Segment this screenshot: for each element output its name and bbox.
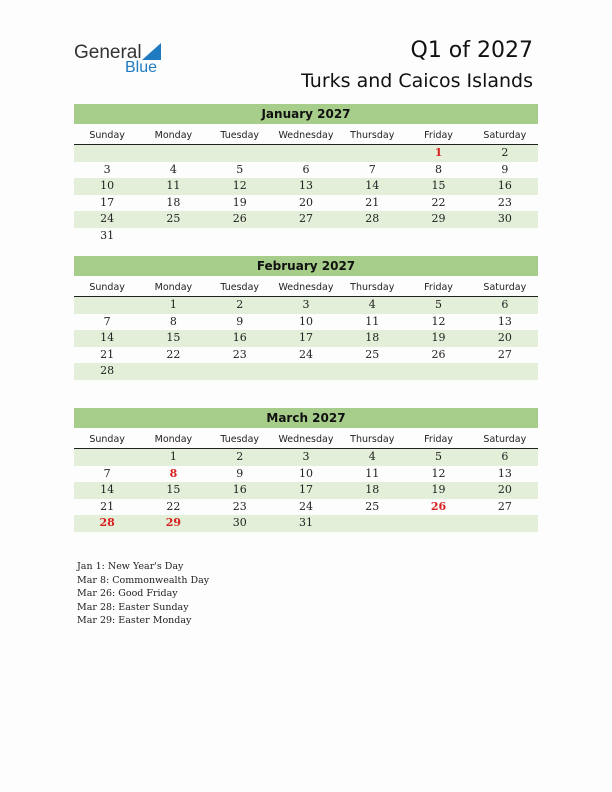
date-cell [405, 515, 471, 532]
date-cell: 25 [166, 212, 181, 226]
week-row [74, 449, 538, 466]
date-cell: 31 [100, 228, 115, 242]
date-cell: 16 [232, 331, 247, 345]
date-cell: 27 [497, 347, 512, 361]
date-cell: 29 [431, 212, 446, 226]
date-cell: 18 [166, 195, 181, 209]
date-cell [207, 228, 273, 245]
holiday-item: Mar 29: Easter Monday [77, 615, 192, 627]
date-cell: 30 [497, 212, 512, 226]
date-cell: 2 [236, 298, 244, 311]
date-cell [140, 145, 206, 162]
date-cell: 13 [497, 314, 512, 328]
date-cell: 6 [501, 298, 509, 311]
country-subtitle: Turks and Caicos Islands [301, 70, 533, 92]
date-cell: 21 [100, 347, 115, 361]
date-cell: 4 [368, 450, 376, 463]
weekday-label: Thursday [350, 130, 395, 141]
week-row [74, 145, 538, 162]
holiday-item: Mar 28: Easter Sunday [77, 601, 189, 613]
month-title: January 2027 [74, 104, 538, 124]
date-cell [74, 449, 140, 466]
weekday-label: Friday [424, 282, 453, 293]
week-row [74, 162, 538, 179]
date-cell: 13 [497, 466, 512, 480]
weekday-label: Wednesday [278, 434, 334, 445]
date-cell: 9 [501, 162, 509, 176]
weekday-label: Thursday [350, 434, 395, 445]
month-calendar [74, 408, 538, 532]
holiday-date: 1 [434, 146, 443, 159]
holiday-item: Mar 8: Commonwealth Day [77, 574, 210, 586]
date-cell [339, 228, 405, 245]
date-cell: 5 [435, 450, 443, 463]
date-cell: 13 [298, 179, 313, 193]
date-cell: 3 [302, 450, 310, 463]
holiday-date: 28 [99, 516, 115, 530]
date-cell: 6 [501, 450, 509, 463]
page-title: Q1 of 2027 [410, 38, 533, 63]
date-cell [140, 228, 206, 245]
week-row [74, 499, 538, 516]
month-title: February 2027 [74, 256, 538, 276]
month-calendar [74, 104, 538, 245]
holiday-list [77, 560, 209, 628]
week-row [74, 211, 538, 228]
date-cell: 5 [435, 298, 443, 311]
week-row [74, 178, 538, 195]
date-cell: 20 [298, 195, 313, 209]
date-cell [405, 363, 471, 380]
date-cell: 7 [368, 162, 376, 176]
date-cell: 1 [169, 450, 177, 463]
weekday-label: Sunday [89, 434, 125, 445]
date-cell: 25 [365, 499, 380, 513]
date-cell: 7 [103, 314, 111, 328]
month-title: March 2027 [74, 408, 538, 428]
date-cell: 9 [236, 314, 244, 328]
date-cell: 26 [431, 347, 446, 361]
date-cell: 22 [431, 195, 446, 209]
weekday-label: Tuesday [220, 434, 260, 445]
date-cell: 19 [431, 331, 446, 345]
date-cell [472, 363, 538, 380]
date-cell [207, 363, 273, 380]
logo-general-text: General [74, 42, 142, 63]
date-cell: 21 [100, 499, 115, 513]
date-cell [273, 145, 339, 162]
month-calendar [74, 256, 538, 380]
date-cell: 22 [166, 499, 181, 513]
date-cell [472, 228, 538, 245]
date-cell [405, 228, 471, 245]
weekday-label: Thursday [350, 282, 395, 293]
week-row [74, 228, 538, 245]
date-cell: 15 [166, 331, 181, 345]
date-cell: 19 [431, 483, 446, 497]
date-cell: 10 [100, 179, 115, 193]
logo-triangle-icon [142, 43, 161, 60]
date-cell: 5 [236, 162, 244, 176]
date-cell [472, 515, 538, 532]
date-cell: 24 [100, 212, 115, 226]
weekday-label: Saturday [483, 434, 527, 445]
date-cell: 25 [365, 347, 380, 361]
weekday-label: Monday [154, 282, 193, 293]
date-cell: 27 [497, 499, 512, 513]
weekday-header [74, 127, 538, 145]
date-cell: 2 [501, 146, 509, 159]
date-cell: 10 [298, 466, 313, 480]
week-row [74, 314, 538, 331]
holiday-date: 8 [169, 466, 178, 480]
week-row [74, 482, 538, 499]
date-cell: 22 [166, 347, 181, 361]
weekday-label: Friday [424, 434, 453, 445]
date-cell: 11 [166, 179, 181, 193]
date-cell: 6 [302, 162, 310, 176]
date-cell: 21 [365, 195, 380, 209]
date-cell: 14 [100, 331, 115, 345]
weekday-label: Wednesday [278, 282, 334, 293]
date-cell: 14 [100, 483, 115, 497]
week-row [74, 347, 538, 364]
date-cell: 17 [298, 483, 313, 497]
weekday-header [74, 431, 538, 449]
weekday-label: Monday [154, 434, 193, 445]
date-cell: 28 [365, 212, 380, 226]
date-cell: 11 [365, 466, 380, 480]
date-cell: 17 [298, 331, 313, 345]
holiday-item: Mar 26: Good Friday [77, 588, 178, 600]
date-cell: 24 [298, 347, 313, 361]
date-cell: 15 [166, 483, 181, 497]
date-cell: 23 [232, 347, 247, 361]
holiday-item: Jan 1: New Year's Day [77, 561, 184, 572]
date-cell [207, 145, 273, 162]
logo-blue-text: Blue [125, 59, 158, 76]
date-cell: 10 [298, 314, 313, 328]
week-row [74, 363, 538, 380]
date-cell: 27 [298, 212, 313, 226]
date-cell: 8 [169, 314, 177, 328]
date-cell: 31 [298, 516, 313, 530]
date-cell: 4 [169, 162, 177, 176]
date-cell: 20 [497, 331, 512, 345]
week-row [74, 330, 538, 347]
date-cell: 16 [497, 179, 512, 193]
date-cell: 17 [100, 195, 115, 209]
date-cell [339, 145, 405, 162]
date-cell: 12 [232, 179, 247, 193]
date-cell: 18 [365, 331, 380, 345]
date-cell: 7 [103, 466, 111, 480]
weekday-label: Sunday [89, 130, 125, 141]
holiday-date: 29 [165, 516, 182, 530]
date-cell [273, 228, 339, 245]
week-row [74, 297, 538, 314]
date-cell: 15 [431, 179, 446, 193]
weekday-label: Saturday [483, 282, 527, 293]
date-cell: 12 [431, 314, 446, 328]
date-cell [273, 363, 339, 380]
date-cell: 1 [169, 298, 177, 311]
date-cell: 3 [103, 162, 111, 176]
weekday-label: Tuesday [220, 130, 260, 141]
date-cell: 24 [298, 499, 313, 513]
week-row [74, 466, 538, 483]
date-cell: 2 [236, 450, 244, 463]
weekday-label: Friday [424, 130, 453, 141]
weekday-label: Tuesday [220, 282, 260, 293]
date-cell [339, 515, 405, 532]
weekday-label: Sunday [89, 282, 125, 293]
date-cell [74, 297, 140, 314]
date-cell: 8 [435, 162, 443, 176]
date-cell [74, 145, 140, 162]
date-cell: 26 [232, 212, 247, 226]
date-cell: 23 [232, 499, 247, 513]
date-cell: 23 [497, 195, 512, 209]
date-cell: 9 [236, 466, 244, 480]
date-cell: 4 [368, 298, 376, 311]
date-cell: 14 [365, 179, 380, 193]
date-cell [140, 363, 206, 380]
date-cell: 16 [232, 483, 247, 497]
date-cell: 19 [232, 195, 247, 209]
date-cell: 3 [302, 298, 310, 311]
date-cell: 20 [497, 483, 512, 497]
weekday-label: Wednesday [278, 130, 334, 141]
weekday-label: Monday [154, 130, 193, 141]
week-row [74, 515, 538, 532]
date-cell: 12 [431, 466, 446, 480]
week-row [74, 195, 538, 212]
date-cell: 30 [232, 516, 247, 530]
date-cell: 18 [365, 483, 380, 497]
weekday-label: Saturday [483, 130, 527, 141]
weekday-header [74, 279, 538, 297]
date-cell [339, 363, 405, 380]
date-cell: 28 [100, 364, 115, 378]
holiday-date: 26 [430, 499, 447, 513]
date-cell: 11 [365, 314, 380, 328]
